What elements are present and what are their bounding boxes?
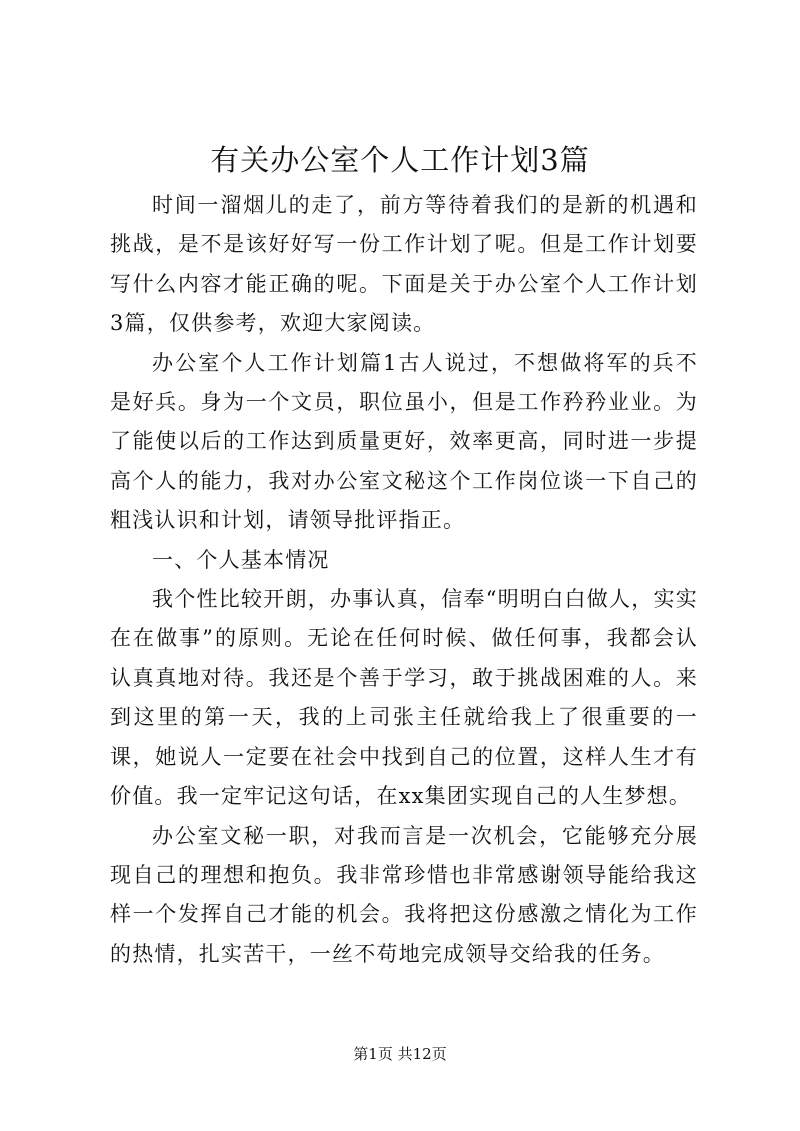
document-title: 有关办公室个人工作计划3篇 xyxy=(210,143,590,177)
paragraph-opportunity: 办公室文秘一职，对我而言是一次机会，它能够充分展现自己的理想和抱负。我非常珍惜也非常感谢领导能给我这样一个发挥自己才能的机会。我将把这份感激之情化为工作的热情，扎实苦干，一丝不苟地完成领导交给我的任务。 xyxy=(110,823,698,966)
page-footer: 第1页 共12页 xyxy=(353,1045,447,1063)
document-body xyxy=(110,186,698,974)
section-heading-basic-info: 一、个人基本情况 xyxy=(152,547,330,572)
paragraph-personality: 我个性比较开朗，办事认真，信奉“明明白白做人，实实在在做事”的原则。无论在任何时候、做任何事，我都会认认真真地对待。我还是个善于学习，敢于挑战困难的人。来到这里的第一天，我的上司张主任就给我上了很重要的一课，她说人一定要在社会中找到自己的位置，这样人生才有价值。我一定牢记这句话，在xx集团实现自己的人生梦想。 xyxy=(110,587,698,809)
paragraph-plan-1: 办公室个人工作计划篇1古人说过，不想做将军的兵不是好兵。身为一个文员，职位虽小，但是工作矜矜业业。为了能使以后的工作达到质量更好，效率更高，同时进一步提高个人的能力，我对办公室文秘这个工作岗位谈一下自己的粗浅认识和计划，请领导批评指正。 xyxy=(110,350,698,533)
paragraph-intro: 时间一溜烟儿的走了，前方等待着我们的是新的机遇和挑战，是不是该好好写一份工作计划了呢。但是工作计划要写什么内容才能正确的呢。下面是关于办公室个人工作计划3篇，仅供参考，欢迎大家阅读。 xyxy=(110,193,698,336)
